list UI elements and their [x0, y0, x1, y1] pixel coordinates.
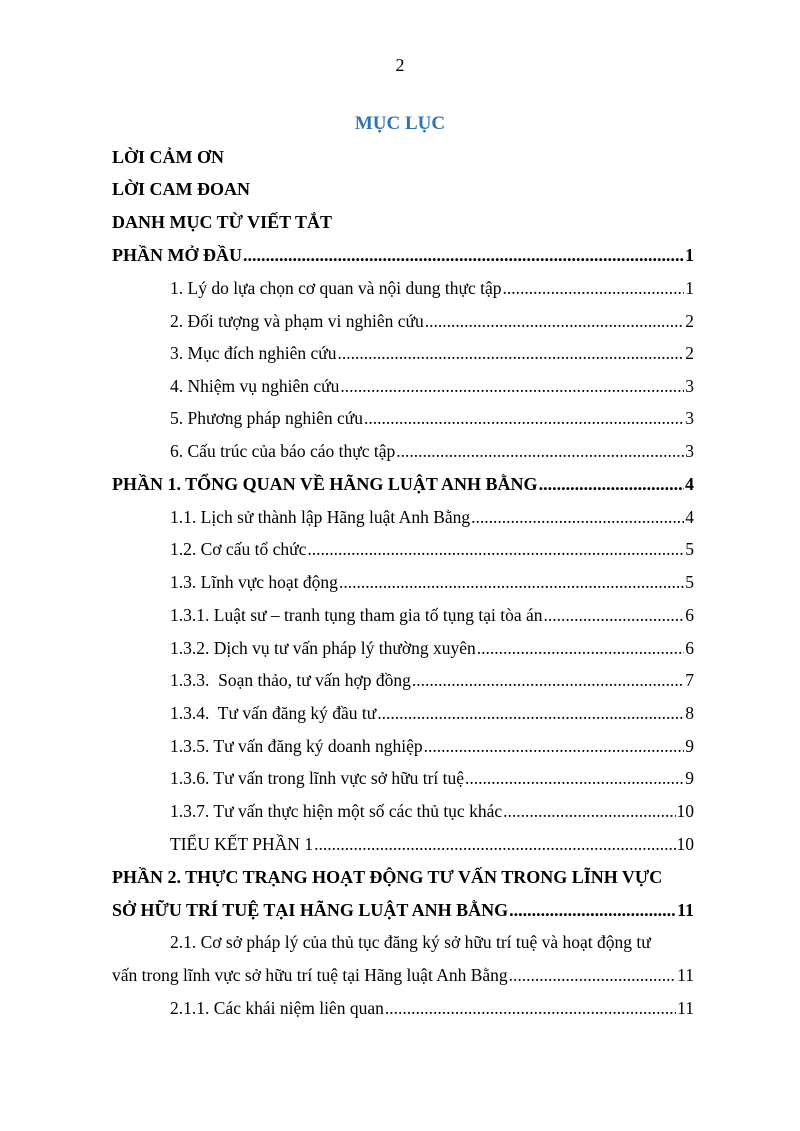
toc-entry-text: 1.3.1. Luật sư – tranh tụng tham gia tố tụng tại tòa án — [170, 605, 543, 625]
leader-dots — [337, 341, 684, 365]
toc-entry[interactable] — [170, 701, 694, 725]
toc-entry-text: 1.3.2. Dịch vụ tư vấn pháp lý thường xuyên — [170, 638, 476, 658]
toc-entry-page: 7 — [685, 670, 694, 690]
leader-dots — [377, 701, 684, 725]
page-number: 2 — [395, 55, 405, 75]
toc-entry-page: 5 — [685, 572, 694, 592]
toc-entry-text: 1. Lý do lựa chọn cơ quan và nội dung thực tập — [170, 278, 502, 298]
toc-entry-text: PHẦN 1. TỔNG QUAN VỀ HÃNG LUẬT ANH BẰNG — [112, 474, 538, 494]
toc-entry-text: vấn trong lĩnh vực sở hữu trí tuệ tại Hãng luật Anh Bằng — [112, 965, 508, 985]
toc-entry-page: 3 — [685, 376, 694, 396]
toc-entry-text: 1.3.5. Tư vấn đăng ký doanh nghiệp — [170, 736, 423, 756]
toc-entry-page: 3 — [685, 441, 694, 461]
toc-entry-text: 1.3.3. Soạn thảo, tư vấn hợp đồng — [170, 670, 411, 690]
leader-dots — [339, 570, 684, 594]
toc-entry[interactable] — [112, 472, 694, 496]
toc-entry-page: 5 — [685, 539, 694, 559]
leader-dots — [539, 472, 684, 496]
toc-entry[interactable] — [170, 832, 694, 856]
toc-entry-page: 8 — [685, 703, 694, 723]
toc-entry-text: TIỂU KẾT PHẦN 1 — [170, 834, 314, 854]
leader-dots — [471, 505, 684, 529]
toc-entry-page: 1 — [685, 278, 694, 298]
heading-loi-cam-on: LỜI CẢM ƠN — [112, 147, 224, 167]
leader-dots — [364, 406, 684, 430]
toc-entry-text: 6. Cấu trúc của báo cáo thực tập — [170, 441, 396, 461]
toc-entry-text: PHẦN MỞ ĐẦU — [112, 245, 242, 265]
toc-entry-page: 2 — [685, 343, 694, 363]
toc-entry-page: 9 — [685, 736, 694, 756]
toc-entry[interactable] — [170, 341, 694, 365]
toc-entry-text: 1.3.7. Tư vấn thực hiện một số các thủ tục khác — [170, 801, 503, 821]
toc-entry[interactable] — [170, 668, 694, 692]
toc-entry[interactable] — [170, 537, 694, 561]
leader-dots — [412, 668, 684, 692]
toc-entry-page: 6 — [685, 638, 694, 658]
toc-entry[interactable] — [112, 963, 694, 987]
toc-entry-part2-line1[interactable]: PHẦN 2. THỰC TRẠNG HOẠT ĐỘNG TƯ VẤN TRONG LĨNH VỰC — [112, 867, 663, 887]
toc-entry-text: 3. Mục đích nghiên cứu — [170, 343, 337, 363]
toc-entry-page: 10 — [676, 801, 694, 821]
toc-entry-page: 4 — [685, 474, 694, 494]
toc-entry[interactable] — [112, 243, 694, 267]
toc-entry-page: 11 — [677, 998, 694, 1018]
toc-entry[interactable] — [170, 799, 694, 823]
toc-entry[interactable] — [170, 766, 694, 790]
toc-entry[interactable] — [170, 309, 694, 333]
toc-entry[interactable] — [170, 505, 694, 529]
heading-danh-muc: DANH MỤC TỪ VIẾT TẮT — [112, 212, 333, 232]
toc-entry-text: 1.3. Lĩnh vực hoạt động — [170, 572, 338, 592]
toc-entry-text: SỞ HỮU TRÍ TUỆ TẠI HÃNG LUẬT ANH BẰNG — [112, 900, 509, 920]
leader-dots — [477, 636, 684, 660]
toc-entry[interactable] — [170, 570, 694, 594]
toc-entry-text: 2.1.1. Các khái niệm liên quan — [170, 998, 384, 1018]
leader-dots — [425, 309, 685, 333]
toc-entry-page: 9 — [685, 768, 694, 788]
toc-entry-text: 4. Nhiệm vụ nghiên cứu — [170, 376, 340, 396]
toc-entry-text: 2. Đối tượng và phạm vi nghiên cứu — [170, 311, 424, 331]
leader-dots — [509, 898, 676, 922]
toc-entry[interactable] — [170, 406, 694, 430]
toc-title: MỤC LỤC — [354, 113, 446, 134]
leader-dots — [509, 963, 676, 987]
toc-entry-page: 11 — [676, 900, 694, 920]
toc-entry-text: 1.3.4. Tư vấn đăng ký đầu tư — [170, 703, 377, 723]
toc-entry-text: 1.3.6. Tư vấn trong lĩnh vực sở hữu trí tuệ — [170, 768, 465, 788]
toc-entry-text: 1.1. Lịch sử thành lập Hãng luật Anh Bằng — [170, 507, 471, 527]
toc-entry[interactable] — [112, 898, 694, 922]
toc-entry-page: 11 — [677, 965, 694, 985]
toc-entry-text: 5. Phương pháp nghiên cứu — [170, 408, 363, 428]
leader-dots — [314, 832, 675, 856]
leader-dots — [340, 374, 684, 398]
toc-entry[interactable] — [170, 276, 694, 300]
toc-entry-page: 10 — [676, 834, 694, 854]
toc-entry-text: 1.2. Cơ cấu tổ chức — [170, 539, 307, 559]
toc-entry-page: 6 — [685, 605, 694, 625]
leader-dots — [503, 799, 675, 823]
toc-entry-page: 3 — [685, 408, 694, 428]
leader-dots — [243, 243, 684, 267]
leader-dots — [385, 996, 676, 1020]
toc-entry-2-1-line1[interactable]: 2.1. Cơ sở pháp lý của thủ tục đăng ký sở hữu trí tuệ và hoạt động tư — [170, 932, 651, 952]
leader-dots — [307, 537, 684, 561]
leader-dots — [396, 439, 684, 463]
toc-entry-page: 2 — [685, 311, 694, 331]
leader-dots — [544, 603, 685, 627]
toc-entry-page: 1 — [685, 245, 694, 265]
toc-entry[interactable] — [170, 439, 694, 463]
toc-entry[interactable] — [170, 996, 694, 1020]
toc-entry[interactable] — [170, 734, 694, 758]
toc-entry[interactable] — [170, 603, 694, 627]
heading-loi-cam-doan: LỜI CAM ĐOAN — [112, 179, 250, 199]
leader-dots — [502, 276, 684, 300]
leader-dots — [465, 766, 684, 790]
toc-entry[interactable] — [170, 374, 694, 398]
toc-entry[interactable] — [170, 636, 694, 660]
toc-entry-page: 4 — [685, 507, 694, 527]
leader-dots — [424, 734, 685, 758]
